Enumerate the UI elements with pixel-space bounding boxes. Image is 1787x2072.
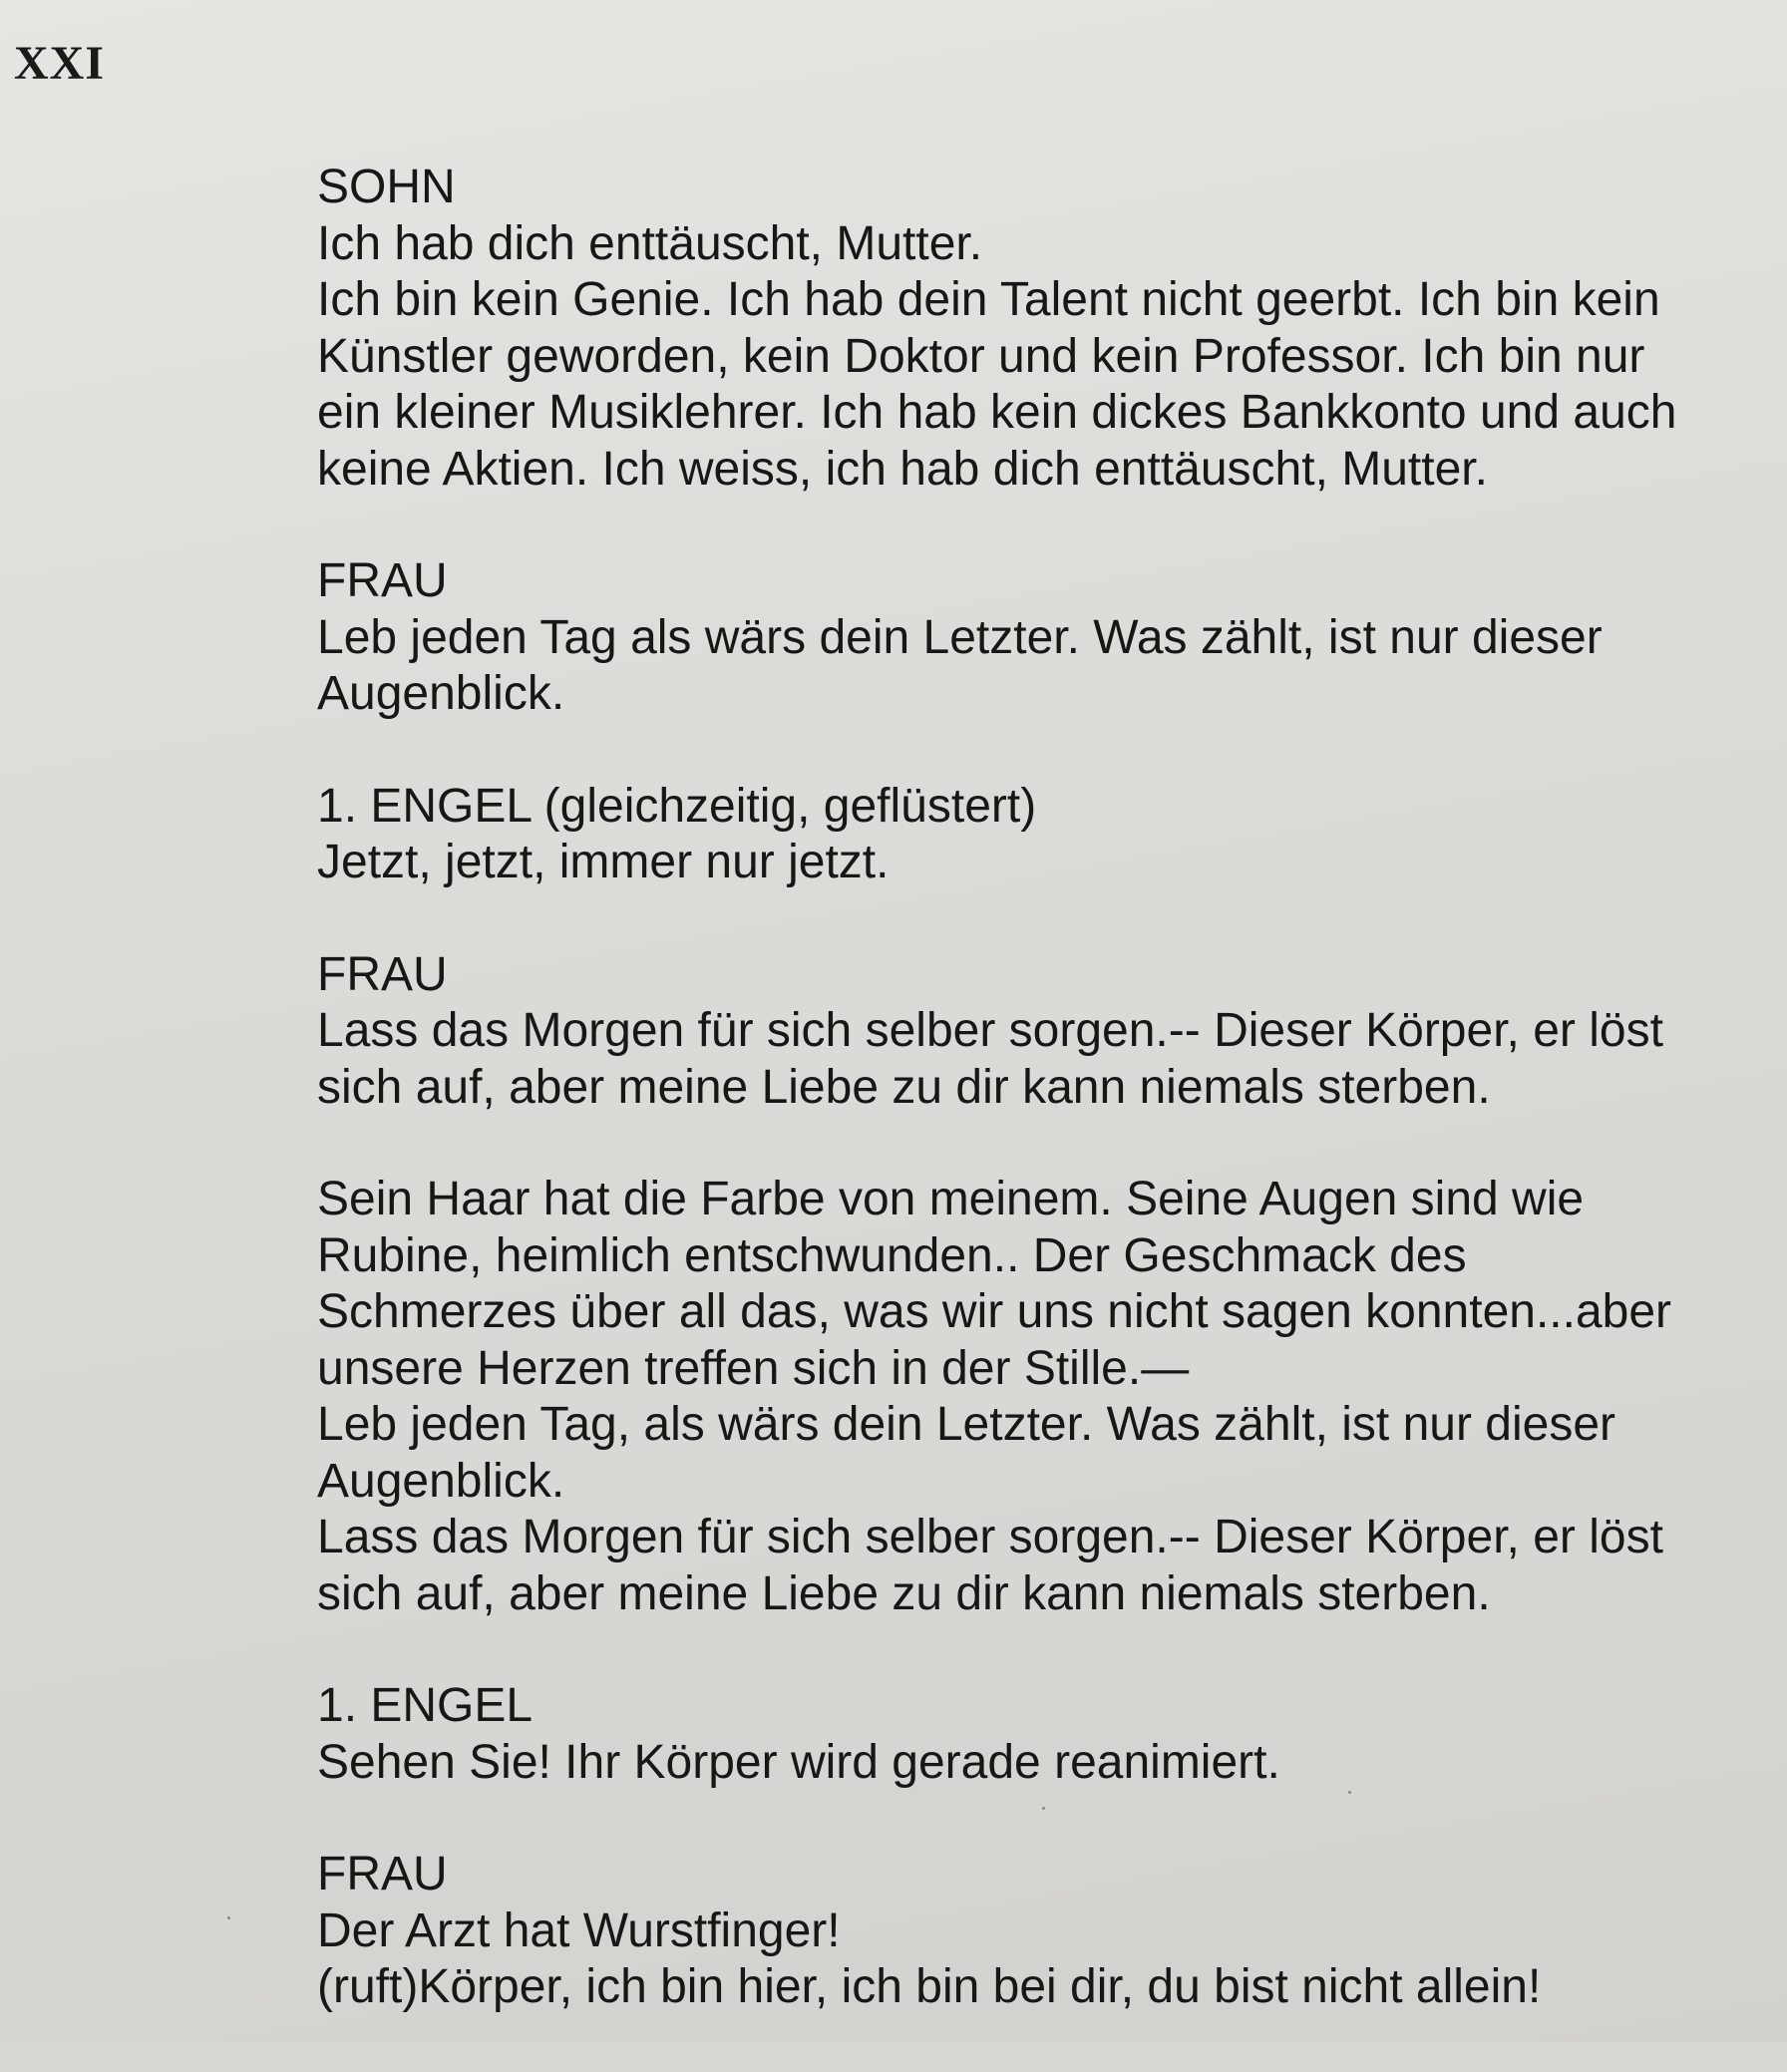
speaker-name: SOHN xyxy=(317,161,456,213)
speech-block xyxy=(317,779,1733,891)
dialogue-line: Lass das Morgen für sich selber sorgen.-- Dieser Körper, er löst xyxy=(317,1511,1663,1563)
dialogue-line: Künstler geworden, kein Doktor und kein Professor. Ich bin nur xyxy=(317,329,1645,383)
script-body xyxy=(317,160,1733,2072)
paper-speck xyxy=(1348,1791,1351,1794)
speech-block xyxy=(317,1678,1733,1791)
speech-block xyxy=(317,553,1733,723)
dialogue-line: Augenblick. xyxy=(317,667,565,720)
speaker-name: FRAU xyxy=(317,947,448,1001)
dialogue-line: unsere Herzen treffen sich in der Stille.— xyxy=(317,1341,1190,1395)
dialogue-line: Leb jeden Tag als wärs dein Letzter. Was zählt, ist nur dieser xyxy=(317,610,1603,664)
dialogue-line: Ich hab dich enttäuscht, Mutter. xyxy=(317,216,983,270)
dialogue-line: (ruft)Körper, ich bin hier, ich bin bei dir, du bist nicht allein! xyxy=(317,1960,1542,2013)
scene-number: XXI xyxy=(14,37,106,90)
dialogue-line: Der Arzt hat Wurstfinger! xyxy=(317,1903,841,1957)
dialogue-line: keine Aktien. Ich weiss, ich hab dich enttäuscht, Mutter. xyxy=(317,442,1488,496)
speaker-name: 1. ENGEL (gleichzeitig, geflüstert) xyxy=(317,779,1037,833)
dialogue-line: Schmerzes über all das, was wir uns nicht sagen konnten...aber xyxy=(317,1285,1672,1338)
dialogue-line: ein kleiner Musiklehrer. Ich hab kein dickes Bankkonto und auch xyxy=(317,386,1677,439)
dialogue-line: sich auf, aber meine Liebe zu dir kann niemals sterben. xyxy=(317,1566,1491,1620)
paper-speck xyxy=(227,1916,230,1919)
dialogue-line: sich auf, aber meine Liebe zu dir kann niemals sterben. xyxy=(317,1060,1491,1114)
speaker-name: 1. ENGEL xyxy=(317,1679,534,1732)
dialogue-line: Augenblick. xyxy=(317,1454,565,1508)
dialogue-line: Leb jeden Tag, als wärs dein Letzter. Was zählt, ist nur dieser xyxy=(317,1398,1616,1451)
speech-block xyxy=(317,1847,1733,2016)
speaker-name: FRAU xyxy=(317,554,448,607)
dialogue-line: Jetzt, jetzt, immer nur jetzt. xyxy=(317,836,890,888)
dialogue-line: Sein Haar hat die Farbe von meinem. Seine Augen sind wie xyxy=(317,1173,1585,1225)
speech-block xyxy=(317,160,1733,498)
dialogue-line: Lass das Morgen für sich selber sorgen.-- Dieser Körper, er löst xyxy=(317,1004,1663,1057)
dialogue-line: Sehen Sie! Ihr Körper wird gerade reanimiert. xyxy=(317,1735,1280,1789)
dialogue-line: Rubine, heimlich entschwunden.. Der Geschmack des xyxy=(317,1228,1467,1282)
speaker-name: FRAU xyxy=(317,1848,448,1900)
speech-block xyxy=(317,947,1733,1117)
paper-speck xyxy=(1042,1807,1045,1810)
speech-block xyxy=(317,1172,1733,1622)
dialogue-line: Ich bin kein Genie. Ich hab dein Talent nicht geerbt. Ich bin kein xyxy=(317,273,1660,326)
